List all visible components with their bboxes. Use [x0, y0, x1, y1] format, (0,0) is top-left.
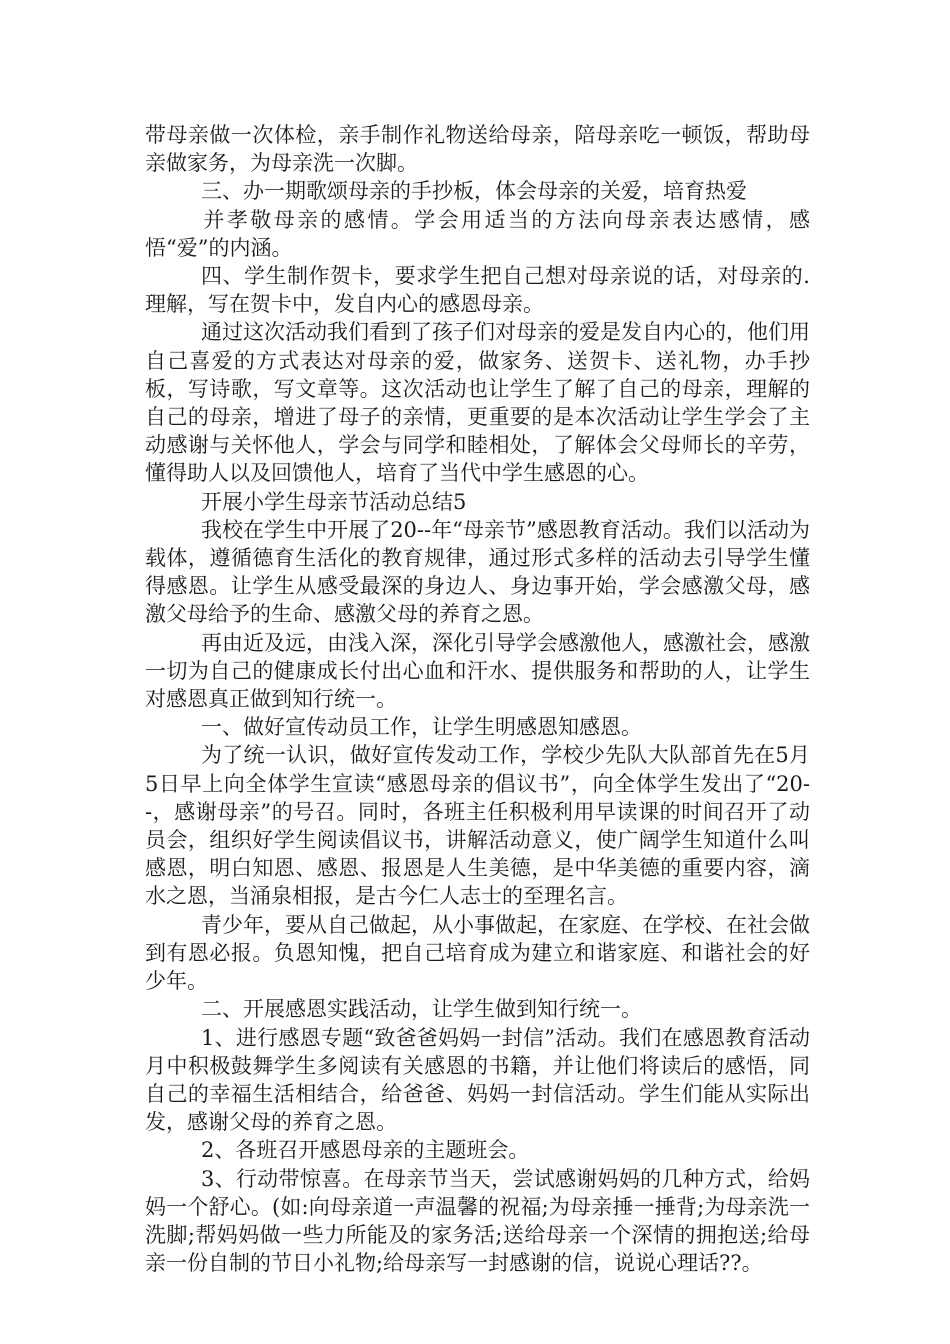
paragraph-youth: 青少年，要从自己做起，从小事做起，在家庭、在学校、在社会做到有恩必报。负恩知愧，把自己培育成为建立和谐家庭、和谐社会的好少年。 — [145, 912, 810, 994]
paragraph-publicity: 为了统一认识，做好宣传发动工作，学校少先队大队部首先在5月5日早上向全体学生宣读“感恩母亲的倡议书”，向全体学生发出了“20--，感谢母亲”的号召。同时，各班主任积极利用早读课的时间召开了动员会，组织好学生阅读倡议书，讲解活动意义，使广阔学生知道什么叫感恩，明白知恩、感恩、报恩是人生美德，是中华美德的重要内容，滴水之恩，当涌泉相报，是古今仁人志士的至理名言。 — [145, 743, 810, 909]
paragraph-extend: 再由近及远，由浅入深，深化引导学会感激他人，感激社会，感激一切为自己的健康成长付出心血和汗水、提供服务和帮助的人，让学生对感恩真正做到知行统一。 — [145, 630, 810, 712]
section-heading: 开展小学生母亲节活动总结5 — [201, 489, 467, 514]
paragraph-letter-activity: 1、进行感恩专题“致爸爸妈妈一封信”活动。我们在感恩教育活动月中积极鼓舞学生多阅读有关感恩的书籍，并让他们将读后的感悟，同自己的幸福生活相结合，给爸爸、妈妈一封信活动。学生们能从实际出发，感谢父母的养育之恩。 — [145, 1025, 810, 1135]
paragraph-surprise: 3、行动带惊喜。在母亲节当天，尝试感谢妈妈的几种方式，给妈妈一个舒心。(如:向母亲道一声温馨的祝福;为母亲捶一捶背;为母亲洗一洗脚;帮妈妈做一些力所能及的家务活;送给母亲一个深情的拥抱送;给母亲一份自制的节日小礼物;给母亲写一封感谢的信，说说心理话??。 — [145, 1166, 810, 1276]
paragraph-item-three-cont — [145, 206, 810, 262]
subheading-two: 二、开展感恩实践活动，让学生做到知行统一。 — [201, 997, 642, 1022]
paragraph-intro: 我校在学生中开展了20--年“母亲节”感恩教育活动。我们以活动为载体，遵循德育生活化的教育规律，通过形式多样的活动去引导学生懂得感恩。让学生从感受最深的身边人、身边事开始，学会感激父母，感激父母给予的生命、感激父母的养育之恩。 — [145, 517, 810, 627]
paragraph-continuation: 带母亲做一次体检，亲手制作礼物送给母亲，陪母亲吃一顿饭，帮助母亲做家务，为母亲洗一次脚。 — [145, 123, 810, 176]
document-body — [145, 121, 810, 1277]
paragraph-activity-reflection: 通过这次活动我们看到了孩子们对母亲的爱是发自内心的，他们用自己喜爱的方式表达对母亲的爱，做家务、送贺卡、送礼物，办手抄板，写诗歌，写文章等。这次活动也让学生了解了自己的母亲，理解的自己的母亲，增进了母子的亲情，更重要的是本次活动让学生学会了主动感谢与关怀他人，学会与同学和睦相处，了解体会父母师长的辛劳，懂得助人以及回馈他人，培育了当代中学生感恩的心。 — [145, 320, 810, 486]
paragraph-class-meeting: 2、各班召开感恩母亲的主题班会。 — [201, 1138, 530, 1163]
subheading-one: 一、做好宣传动员工作，让学生明感恩知感恩。 — [201, 715, 642, 740]
paragraph-item-three-cont-text: 并孝敬母亲的感情。学会用适当的方法向母亲表达感情，感悟“爱”的内涵。 — [145, 207, 810, 260]
paragraph-item-four: 四、学生制作贺卡，要求学生把自己想对母亲说的话，对母亲的.理解，写在贺卡中，发自内心的感恩母亲。 — [145, 264, 810, 317]
paragraph-item-three: 三、办一期歌颂母亲的手抄板，体会母亲的关爱，培育热爱 — [201, 179, 747, 204]
